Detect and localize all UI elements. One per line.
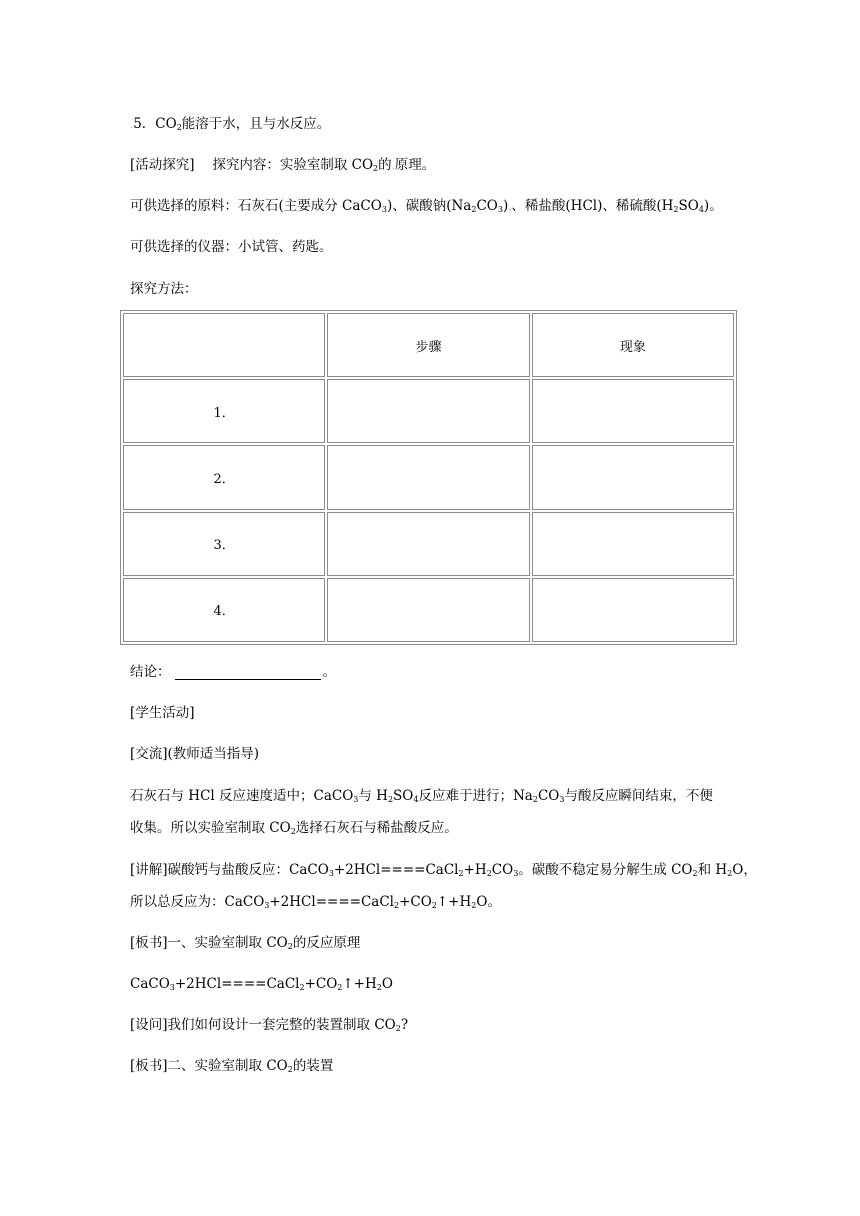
- marker-dot: .: [130, 120, 134, 131]
- text-line-9: 石灰石与 HCl 反应速度适中；CaCO$_3$与 $H_2SO_4$反应难于进行；$Na_2CO_3$与酸反应瞬间结束，不便: [130, 788, 713, 804]
- table-cell: [327, 512, 529, 576]
- text-line-16: [板书]二、实验室制取 $CO_2$的装置: [130, 1058, 334, 1074]
- text-line-7: [学生活动]: [130, 705, 195, 721]
- equation-line: $CaCO_3+2HCl====CaCl_2+CO_2↑+H_2O$: [130, 976, 393, 992]
- text-line-10: 收集。所以实验室制取 $CO_2$选择石灰石与稀盐酸反应。: [130, 820, 458, 836]
- text-line-1: .5．$CO_2$能溶于水，且与水反应。: [130, 116, 331, 132]
- table-header-cell: 现象: [532, 313, 734, 377]
- table-row: [123, 512, 734, 576]
- text-line-2: [活动探究] 探究内容：实验室制取 $CO_2$的.原理。: [130, 157, 436, 173]
- table-header-cell: 步骤: [327, 313, 529, 377]
- text-line-15: [设问]我们如何设计一套完整的装置制取 $CO_2$?: [130, 1017, 409, 1033]
- table-cell: [327, 445, 529, 509]
- text-line-11: [讲解]碳酸钙与盐酸反应：$CaCO_3+2HCl====CaCl_2+H_2CO_3$。碳酸不稳定易分解生成 $CO_2$和 $H_2O$，: [130, 862, 757, 878]
- row-label: 2．: [123, 445, 325, 509]
- text-line-13: [板书]一、实验室制取 $CO_2$的反应原理: [130, 935, 361, 951]
- table-row: [123, 578, 734, 642]
- text-line-5: 探究方法：: [130, 281, 198, 297]
- experiment-table: [120, 310, 737, 645]
- text-line-4: 可供选择的仪器：小试管、药匙。: [130, 239, 333, 255]
- row-label: 4．: [123, 578, 325, 642]
- table-cell: [532, 512, 734, 576]
- table-cell: [327, 578, 529, 642]
- fill-in-blank: [175, 667, 321, 680]
- table-cell: [532, 379, 734, 443]
- marker-dot: .: [391, 161, 395, 172]
- table-header-cell: [123, 313, 325, 377]
- text-line-12: 所以总反应为：$CaCO_3+2HCl====CaCl_2+CO_2↑+H_2O$。: [130, 894, 501, 910]
- table-header-row: [123, 313, 734, 377]
- table-cell: [532, 578, 734, 642]
- table-cell: [532, 445, 734, 509]
- text-line-3: 可供选择的原料：石灰石(主要成分 CaCO$_3$)、碳酸钠$(Na_2CO_3)$.、稀盐酸(HCl)、稀硫酸$(H_2SO_4)$。: [130, 198, 723, 214]
- marker-dot: .: [508, 202, 512, 213]
- text-line-8: [交流](教师适当指导): [130, 746, 260, 762]
- table-row: [123, 379, 734, 443]
- row-label: 1．: [123, 379, 325, 443]
- row-label: 3．: [123, 512, 325, 576]
- table-cell: [327, 379, 529, 443]
- table-row: [123, 445, 734, 509]
- conclusion-line: 结论： 。: [130, 664, 336, 680]
